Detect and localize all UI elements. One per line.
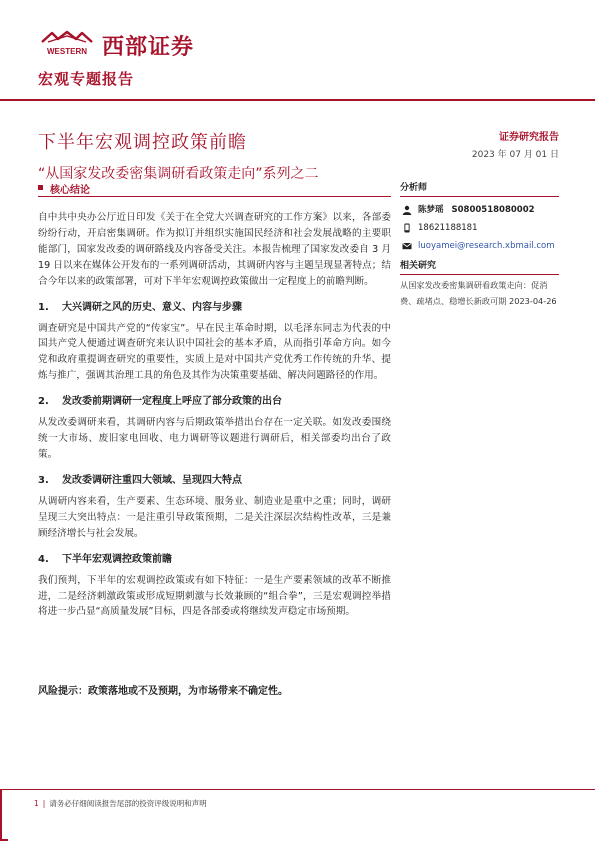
section-heading: 2. 发改委前期调研一定程度上呼应了部分政策的出台 bbox=[38, 396, 282, 408]
section-2 bbox=[38, 395, 391, 463]
core-conclusion-header bbox=[38, 181, 391, 197]
phone-icon bbox=[402, 223, 412, 233]
intro-paragraph: 自中共中央办公厅近日印发《关于在全党大兴调查研究的工作方案》以来，各部委纷纷行动，开启密集调研。作为拟订并组织实施国民经济和社会发展战略的主要职能部门，国家发改委的调研路线及内容备受关注。本报告梳理了国家发改委自 3 月 19 日以来在媒体公开发布的一系列调研活动，其调研内容与主题呈现显著特点；结合今年以来的政策部署，可对下半年宏观调控政策做出一定程度上的前瞻判断。 bbox=[38, 212, 391, 287]
report-title: 下半年宏观调控政策前瞻 bbox=[38, 132, 247, 153]
svg-text:WESTERN: WESTERN bbox=[47, 47, 87, 56]
core-conclusion-label: 核心结论 bbox=[50, 185, 90, 196]
report-subtitle: “从国家发改委密集调研看政策走向”系列之二 bbox=[38, 166, 319, 182]
report-date: 2023 年 07 月 01 日 bbox=[471, 150, 559, 160]
logo-icon bbox=[38, 30, 96, 58]
report-header bbox=[0, 0, 595, 100]
risk-warning: 风险提示：政策落地或不及预期，为市场带来不确定性。 bbox=[38, 686, 288, 697]
related-research-link[interactable]: 从国家发改委密集调研看政策走向：促消费、疏堵点、稳增长新政可期 2023-04-26 bbox=[400, 280, 557, 306]
header-divider bbox=[0, 99, 595, 101]
section-body: 从发改委调研来看，其调研内容与后期政策举措出台存在一定关联。如发改委围绕统一大市场、废旧家电回收、电力调研等议题进行调研后，相关部委均出台了政策。 bbox=[38, 417, 391, 460]
footer-divider bbox=[0, 789, 595, 790]
person-icon bbox=[402, 205, 412, 215]
page-number: 1 bbox=[34, 799, 39, 808]
email-row[interactable] bbox=[400, 237, 559, 255]
section-body: 从调研内容来看，生产要素、生态环境、服务业、制造业是重中之重；同时，调研呈现三大突出特点：一是注重引导政策预期，二是关注深层次结构性改革，三是兼顾经济增长与社会发展。 bbox=[38, 495, 391, 539]
section-body: 调查研究是中国共产党的“传家宝”。早在民主革命时期，以毛泽东同志为代表的中国共产党人便通过调查研究来认识中国社会的基本矛盾，从而指引革命方向。如今党和政府重提调查研究的重要性，实质上是对中国共产党优秀工作传统的升华、提炼与推广，强调其治理工具的角色及其作为决策重要基础、解决问题路径的作用。 bbox=[38, 322, 391, 382]
footer-disclaimer: 请务必仔细阅读报告尾部的投资评级说明和声明 bbox=[49, 799, 207, 808]
analyst-email-link[interactable]: luoyamei@research.xbmail.com bbox=[418, 241, 555, 251]
related-research-header: 相关研究 bbox=[400, 259, 559, 275]
section-4 bbox=[38, 553, 391, 621]
analyst-header: 分析师 bbox=[400, 181, 559, 197]
logo-text: 西部证券 bbox=[102, 35, 195, 60]
title-block bbox=[38, 131, 398, 183]
analyst-license: S0800518080002 bbox=[451, 205, 535, 215]
analyst-row bbox=[400, 201, 559, 219]
section-heading: 4. 下半年宏观调控政策前瞻 bbox=[38, 553, 172, 565]
main-content bbox=[38, 210, 391, 620]
report-category: 宏观专题报告 bbox=[38, 70, 135, 88]
bullet-icon bbox=[38, 185, 43, 190]
section-heading: 3. 发改委调研注重四大领域、呈现四大特点 bbox=[38, 474, 242, 486]
report-label: 证券研究报告 bbox=[499, 132, 559, 143]
sidebar bbox=[400, 181, 559, 309]
analyst-phone: 18621188181 bbox=[418, 223, 478, 233]
email-icon bbox=[402, 241, 412, 251]
page-corner-accent bbox=[0, 790, 8, 841]
report-meta bbox=[472, 131, 559, 161]
footer-separator: | bbox=[42, 799, 46, 808]
section-1 bbox=[38, 301, 391, 385]
phone-row bbox=[400, 219, 559, 237]
analyst-name: 陈梦瑶 bbox=[418, 205, 444, 215]
section-3 bbox=[38, 474, 391, 542]
section-body: 我们预判，下半年的宏观调控政策或有如下特征：一是生产要素领域的改革不断推进，二是经济刺激政策或形成短期刺激与长效兼顾的“组合拳”，三是宏观调控举措将进一步凸显“高质量发展”目标，四是各部委或将继续发声稳定市场预期。 bbox=[38, 574, 391, 618]
section-heading: 1. 大兴调研之风的历史、意义、内容与步骤 bbox=[38, 301, 242, 313]
brand-logo bbox=[38, 30, 198, 60]
page-footer bbox=[34, 798, 207, 809]
